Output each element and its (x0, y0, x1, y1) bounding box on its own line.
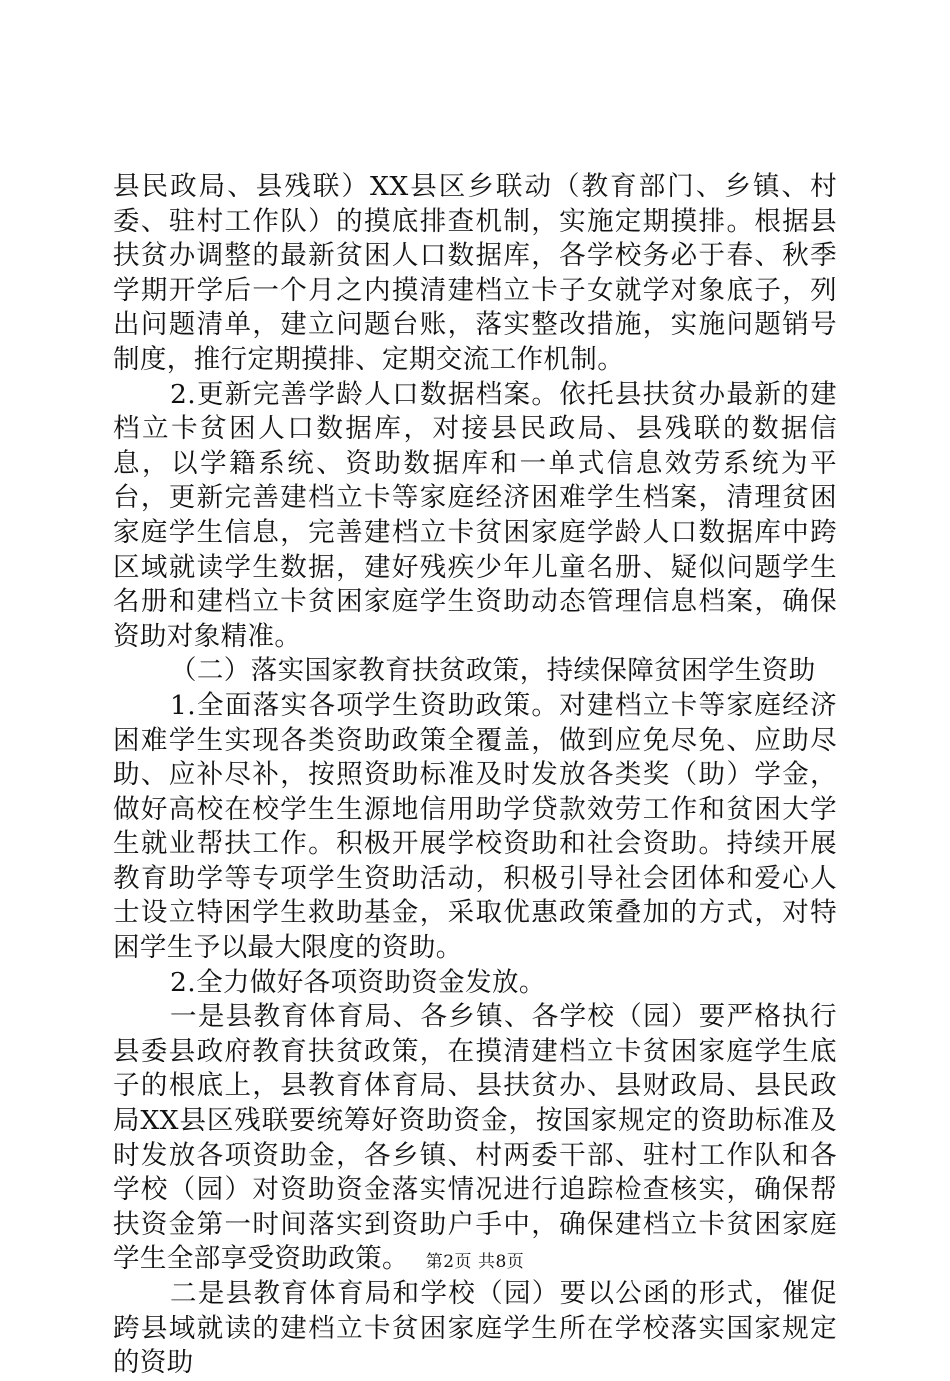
paragraph-1: 县民政局、县残联）XX县区乡联动（教育部门、乡镇、村委、驻村工作队）的摸底排查机制，实施定期摸排。根据县扶贫办调整的最新贫困人口数据库，各学校务必于春、秋季学期开学后一个月之内摸清建档立卡子女就学对象底子，列出问题清单，建立问题台账，落实整改措施，实施问题销号制度，推行定期摸排、定期交流工作机制。 (113, 171, 837, 375)
paragraph-4: 1.全面落实各项学生资助政策。对建档立卡等家庭经济困难学生实现各类资助政策全覆盖，做到应免尽免、应助尽助、应补尽补，按照资助标准及时发放各类奖（助）学金，做好高校在校学生生源地信用助学贷款效劳工作和贫困大学生就业帮扶工作。积极开展学校资助和社会资助。持续开展教育助学等专项学生资助活动，积极引导社会团体和爱心人士设立特困学生救助基金，采取优惠政策叠加的方式，对特困学生予以最大限度的资助。 (113, 689, 837, 964)
section-heading: （二）落实国家教育扶贫政策，持续保障贫困学生资助 (170, 655, 816, 687)
page-footer: 第2页 共8页 (425, 1252, 525, 1272)
document-body (113, 170, 837, 1381)
paragraph-6: 一是县教育体育局、各乡镇、各学校（园）要严格执行县委县政府教育扶贫政策，在摸清建档立卡贫困家庭学生底子的根底上，县教育体育局、县扶贫办、县财政局、县民政局XX县区残联要统筹好资助资金，按国家规定的资助标准及时发放各项资助金，各乡镇、村两委干部、驻村工作队和各学校（园）对资助资金落实情况进行追踪检查核实，确保帮扶资金第一时间落实到资助户手中，确保建档立卡贫困家庭学生全部享受资助政策。 (113, 1001, 837, 1275)
paragraph-2: 2.更新完善学龄人口数据档案。依托县扶贫办最新的建档立卡贫困人口数据库，对接县民政局、县残联的数据信息，以学籍系统、资助数据库和一单式信息效劳系统为平台，更新完善建档立卡等家庭经济困难学生档案，清理贫困家庭学生信息，完善建档立卡贫困家庭学龄人口数据库中跨区域就读学生数据，建好残疾少年儿童名册、疑似问题学生名册和建档立卡贫困家庭学生资助动态管理信息档案，确保资助对象精准。 (113, 378, 837, 652)
paragraph-5: 2.全力做好各项资助资金发放。 (170, 966, 546, 998)
paragraph-7: 二是县教育体育局和学校（园）要以公函的形式，催促跨县域就读的建档立卡贫困家庭学生所在学校落实国家规定的资助 (113, 1278, 837, 1379)
